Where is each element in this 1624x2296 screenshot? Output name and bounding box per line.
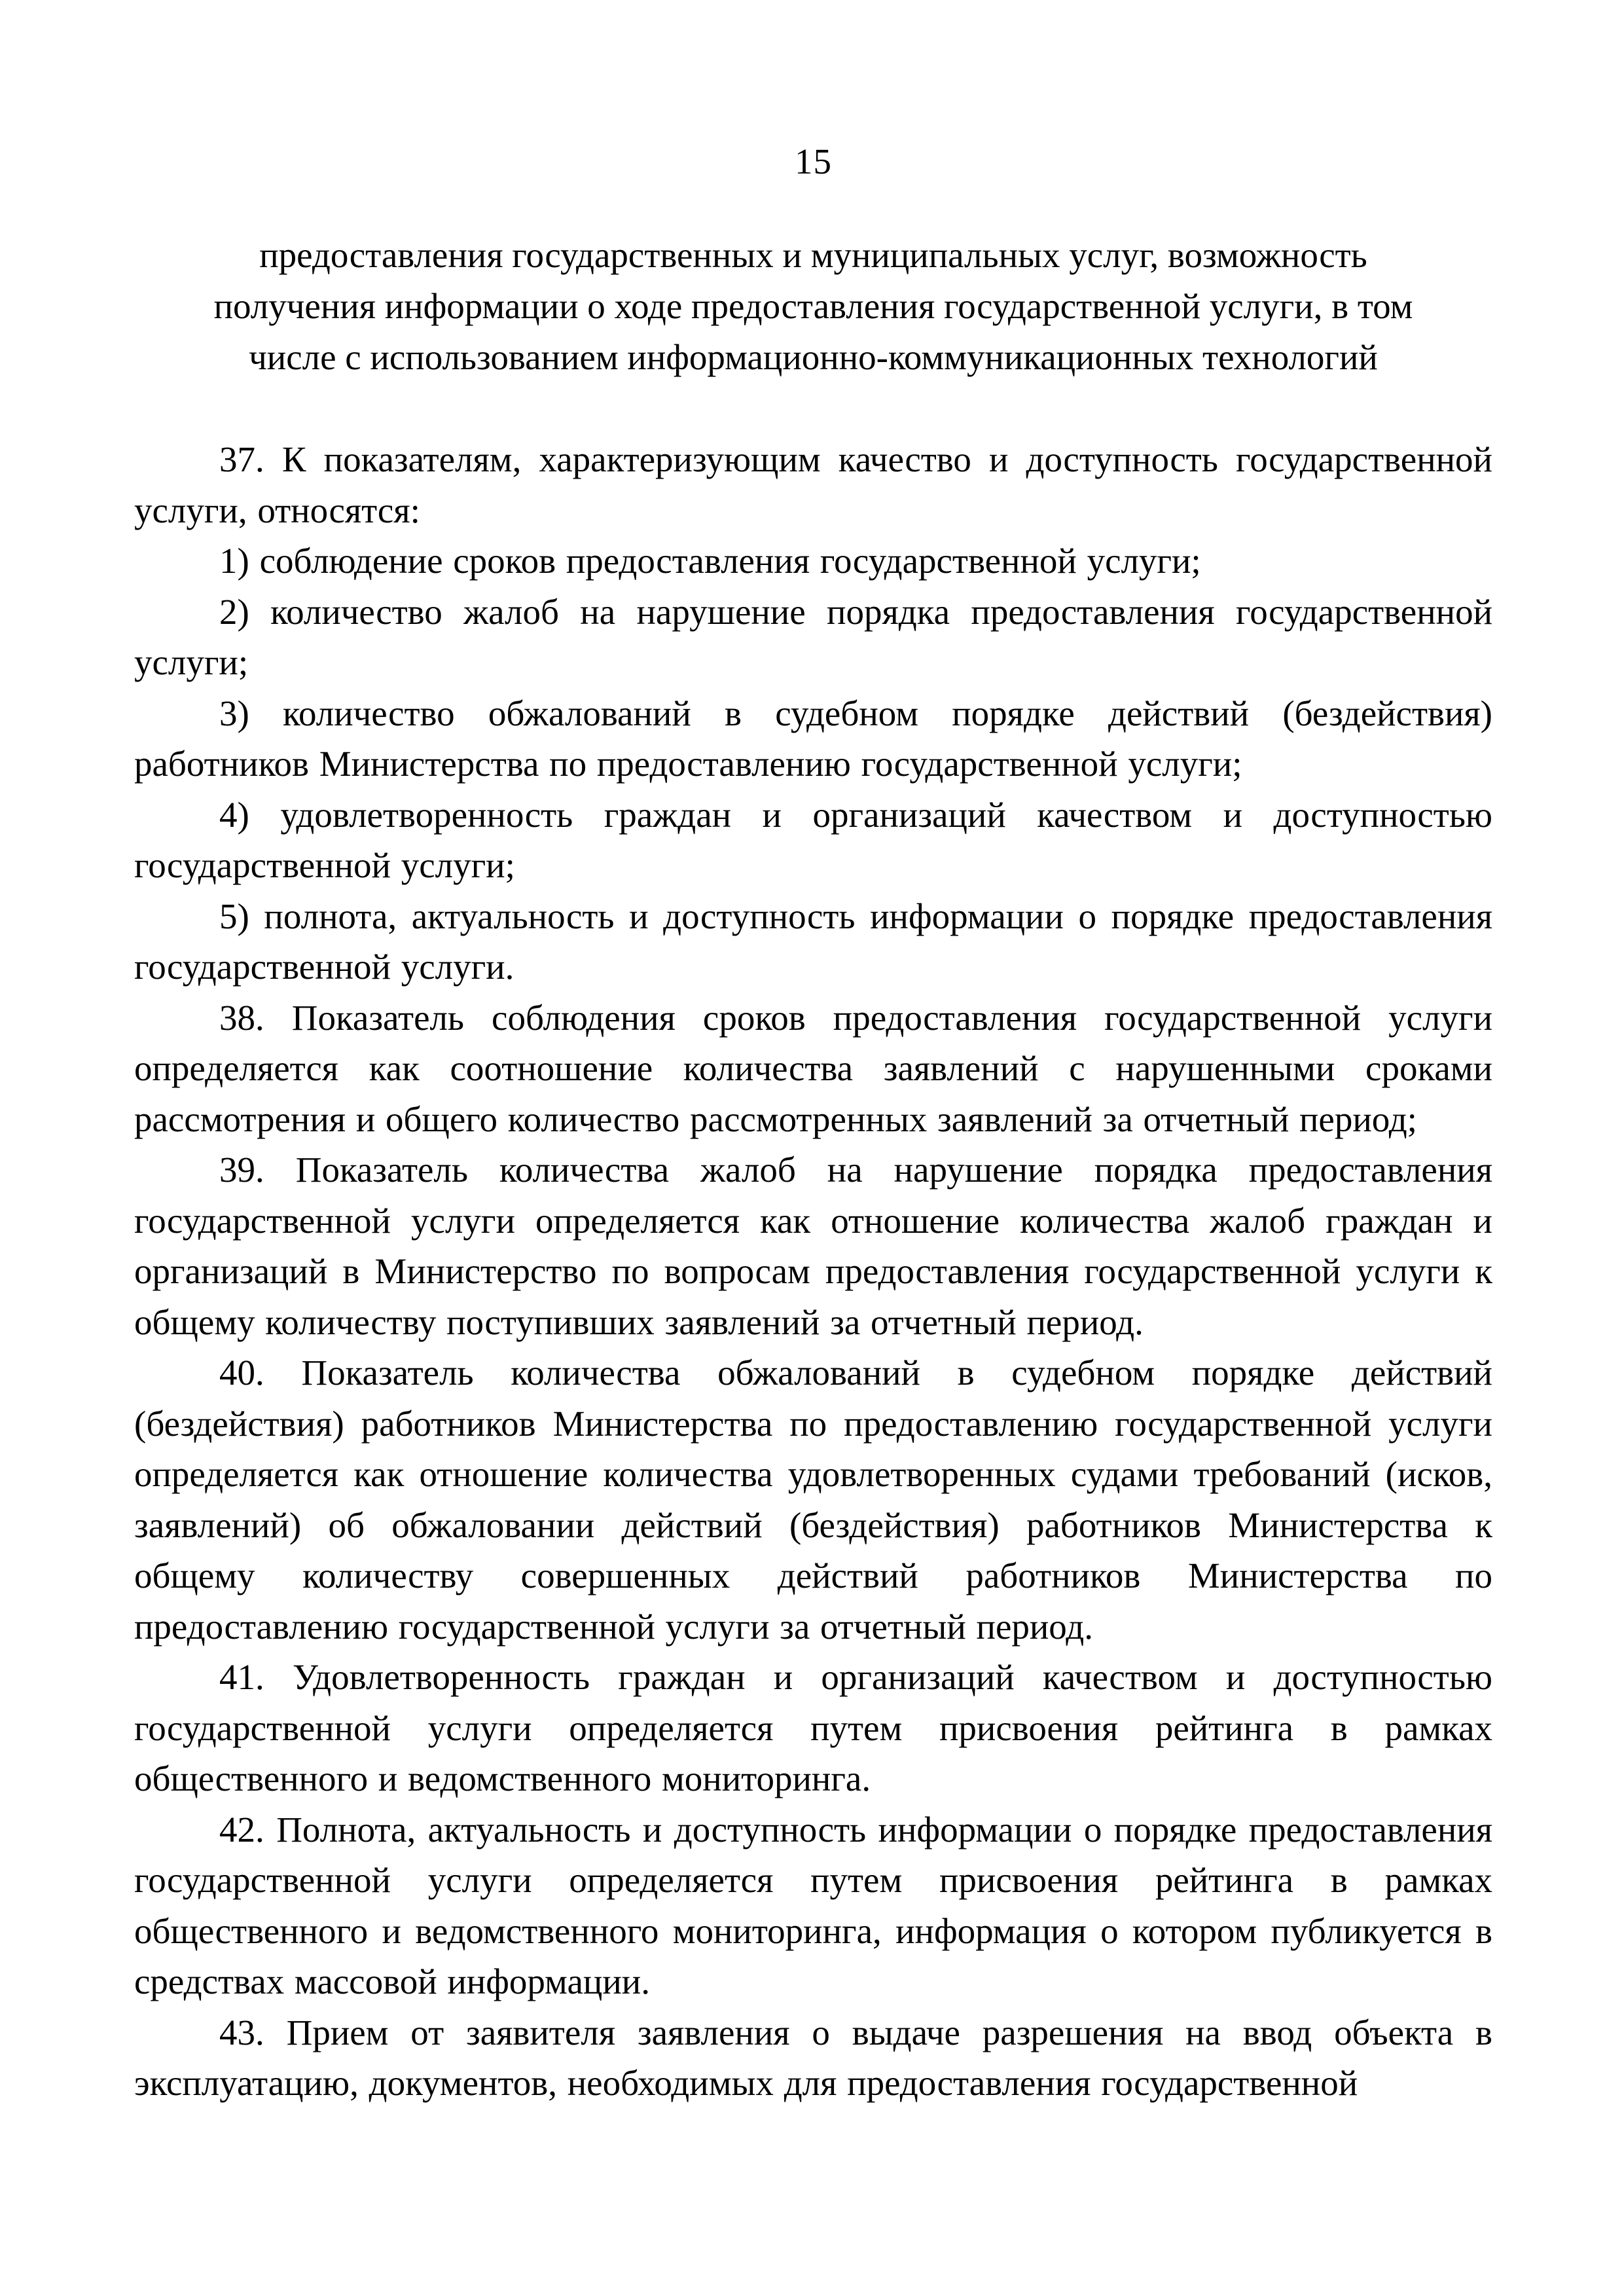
paragraph-37: 37. К показателям, характеризующим качество и доступность государственной услуги, относятся: (134, 439, 1492, 530)
list-item-5: 5) полнота, актуальность и доступность информации о порядке предоставления государственной услуги. (134, 896, 1492, 987)
paragraph-42: 42. Полнота, актуальность и доступность информации о порядке предоставления государственной услуги определяется путем присвоения рейтинга в рамках общественного и ведомственного мониторинга, информация о котором публикуется в средствах массовой информации. (134, 1809, 1492, 2001)
paragraph-38: 38. Показатель соблюдения сроков предоставления государственной услуги определяется как соотношение количества заявлений с нарушенными сроками рассмотрения и общего количество рассмотренных заявлений за отчетный период; (134, 997, 1492, 1139)
paragraph-43: 43. Прием от заявителя заявления о выдаче разрешения на ввод объекта в эксплуатацию, документов, необходимых для предоставления государственной (134, 2012, 1492, 2103)
paragraph-39: 39. Показатель количества жалоб на нарушение порядка предоставления государственной услуги определяется как отношение количества жалоб граждан и организаций в Министерство по вопросам предоставления государственной услуги к общему количеству поступивших заявлений за отчетный период. (134, 1150, 1492, 1342)
paragraph-40: 40. Показатель количества обжалований в судебном порядке действий (бездействия) работников Министерства по предоставлению государственной услуги определяется как отношение количества удовлетворенных судами требований (исков, заявлений) об обжаловании действий (бездействия) работников Министерства к общему количеству совершенных действий работников Министерства по предоставлению государственной услуги за отчетный период. (134, 1353, 1492, 1647)
heading-line-3: числе с использованием информационно-коммуникационных технологий (249, 337, 1378, 377)
page-number: 15 (795, 141, 832, 181)
heading-line-1: предоставления государственных и муниципальных услуг, возможность (259, 235, 1367, 275)
document-body (134, 434, 1492, 2109)
section-heading (134, 230, 1492, 383)
list-item-1: 1) соблюдение сроков предоставления государственной услуги; (219, 541, 1201, 581)
list-item-3: 3) количество обжалований в судебном порядке действий (бездействия) работников Министерства по предоставлению государственной услуги; (134, 693, 1492, 784)
list-item-4: 4) удовлетворенность граждан и организаций качеством и доступностью государственной услуги; (134, 794, 1492, 885)
list-item-2: 2) количество жалоб на нарушение порядка предоставления государственной услуги; (134, 591, 1492, 682)
paragraph-41: 41. Удовлетворенность граждан и организаций качеством и доступностью государственной услуги определяется путем присвоения рейтинга в рамках общественного и ведомственного мониторинга. (134, 1657, 1492, 1798)
heading-line-2: получения информации о ходе предоставления государственной услуги, в том (213, 286, 1413, 326)
